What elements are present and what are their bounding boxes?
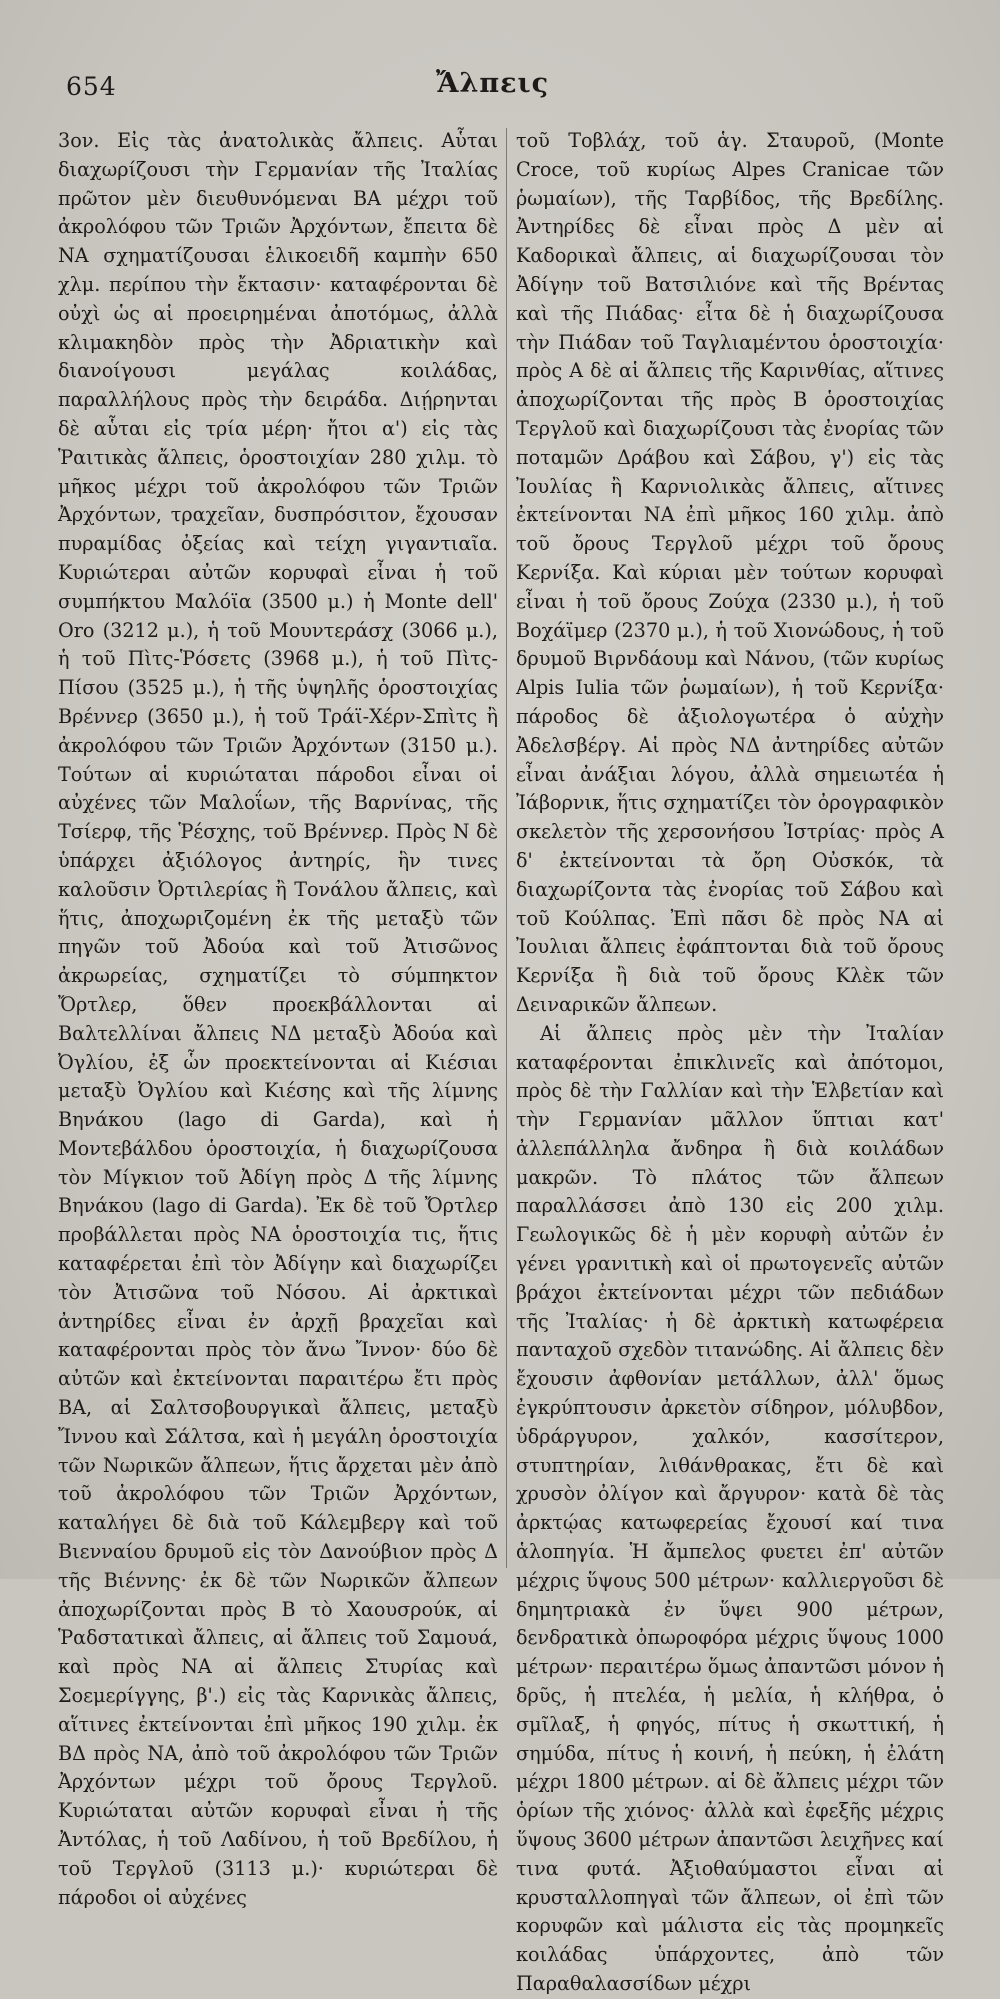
page-header bbox=[66, 68, 940, 112]
right-paragraph: Αἱ ἄλπεις πρὸς μὲν τὴν Ἰταλίαν καταφέρονται ἐπικλινεῖς καὶ ἀπότομοι, πρὸς δὲ τὴν Γαλλίαν καὶ τὴν Ἑλβετίαν καὶ τὴν Γερμανίαν μᾶλλον ὕπτιαι κατ' ἀλλεπάλληλα ἄνδηρα ἢ διὰ κοιλάδων μακρῶν. Τὸ πλάτος τῶν ἄλπεων παραλλάσσει ἀπὸ 130 εἰς 200 χιλμ. Γεωλογικῶς δὲ ἡ μὲν κορυφὴ αὐτῶν ἐν γένει γρανιτικὴ καὶ οἱ πρωτογενεῖς αὐτῶν βράχοι ἐκτείνονται μέχρι τῶν πεδιάδων τῆς Ἰταλίας· ἡ δὲ ἀρκτικὴ κατωφέρεια πανταχοῦ σχεδὸν τιτανώδης. Αἱ ἄλπεις δὲν ἔχουσιν ἀφθονίαν μετάλλων, ἀλλ' ὅμως ἐγκρύπτουσιν ἀρκετὸν σίδηρον, μόλυβδον, ὑδράργυρον, χαλκόν, κασσίτερον, στυπτηρίαν, λιθάνθρακας, ἔτι δὲ καὶ χρυσὸν ὀλίγον καὶ ἄργυρον· κατὰ δὲ τὰς ἀρκτῴας κατωφερείας ἔχουσί καί τινα ἁλοπηγία. Ἡ ἄμπελος φυετει ἐπ' αὐτῶν μέχρις ὕψους 500 μέτρων· καλλιεργοῦσι δὲ δημητριακὰ ἐν ὕψει 900 μέτρων, δενδρατικὰ ὀπωροφόρα μέχρις ὕψους 1000 μέτρων· περαιτέρω ὅμως ἀπαντῶσι μόνον ἡ δρῦς, ἡ πτελέα, ἡ μελία, ἡ κλήθρα, ὁ σμῖλαξ, ἡ φηγός, πίτυς ἡ σκωττική, ἡ σημύδα, πίτυς ἡ κοινή, ἡ πεύκη, ἡ ἐλάτη μέχρι 1800 μέτρων. αἱ δὲ ἄλπεις μέχρι τῶν ὁρίων τῆς χιόνος· ἀλλὰ καὶ ἐφεξῆς μέχρις ὕψους 3600 μέτρων ἀπαντῶσι λειχῆνες καί τινα φυτά. Ἀξιοθαύμαστοι εἶναι αἱ κρυσταλλοπηγαὶ τῶν ἄλπεων, οἱ ἐπὶ τῶν κορυφῶν καὶ μάλιστα εἰς τὰς προμηκεῖς κοιλάδας ὑπάρχοντες, ἀπὸ τῶν Παραθαλασσίδων μέχρι bbox=[516, 1021, 944, 1995]
right-paragraph: τοῦ Τοβλάχ, τοῦ ἁγ. Σταυροῦ, (Monte Croce, τοῦ κυρίως Alpes Cranicae τῶν ῥωμαίων), τῆς Ταρβίδος, τῆς Βρεδίλης. Ἀντηρίδες δὲ εἶναι πρὸς Δ μὲν αἱ Καδορικαὶ ἄλπεις, αἱ διαχωρίζουσαι τὸν Ἀδίγην τοῦ Βατσιλιόνε καὶ τῆς Βρέντας καὶ τῆς Πιάδας· εἶτα δὲ ἡ διαχωρίζουσα τὴν Πιάδαν τοῦ Ταγλιαμέντου ὁροστοιχία· πρὸς Α δὲ αἱ ἄλπεις τῆς Καρινθίας, αἵτινες ἀποχωρίζονται τῆς πρὸς Β ὁροστοιχίας Τεργλοῦ καὶ διαχωρίζουσι τὰς ἐνορίας τῶν ποταμῶν Δράβου καὶ Σάβου, γ') εἰς τὰς Ἰουλίας ἢ Καρνιολικὰς ἄλπεις, αἵτινες ἐκτείνονται ΝΑ ἐπὶ μῆκος 160 χιλμ. ἀπὸ τοῦ ὄρους Τεργλοῦ μέχρι τοῦ ὄρους Κερνίξα. Καὶ κύριαι μὲν τούτων κορυφαὶ εἶναι ἡ τοῦ ὄρους Ζούχα (2330 μ.), ἡ τοῦ Βοχάϊμερ (2370 μ.), ἡ τοῦ Χιονώδους, ἡ τοῦ δρυμοῦ Βιρνδάουμ καὶ Νάνου, (τῶν κυρίως Alpis Iulia τῶν ῥωμαίων), ἡ τοῦ Κερνίξα· πάροδος δὲ ἀξιολογωτέρα ὁ αὐχὴν Ἀδελσβέργ. Αἱ πρὸς ΝΔ ἀντηρίδες αὐτῶν εἶναι ἀνάξιαι λόγου, ἀλλὰ σημειωτέα ἡ Ἰάβορνικ, ἥτις σχηματίζει τὸν ὀρογραφικὸν σκελετὸν τῆς χερσονήσου Ἰστρίας· πρὸς Α δ' ἐκτείνονται τὰ ὄρη Οὐσκόκ, τὰ διαχωρίζοντα τὰς ἐνορίας τοῦ Σάβου καὶ τοῦ Κούλπας. Ἐπὶ πᾶσι δὲ πρὸς ΝΑ αἱ Ἰουλιαι ἄλπεις ἐφάπτονται διὰ τοῦ ὄρους Κερνίξα ἢ διὰ τοῦ ὄρους Κλὲκ τῶν Δειναρικῶν ἄλπεων. bbox=[516, 129, 944, 1016]
page-number: 654 bbox=[66, 72, 117, 101]
left-paragraph: 3ον. Εἰς τὰς ἀνατολικὰς ἄλπεις. Αὗται διαχωρίζουσι τὴν Γερμανίαν τῆς Ἰταλίας πρῶτον μὲν διευθυνόμεναι ΒΑ μέχρι τοῦ ἀκρολόφου τῶν Τριῶν Ἀρχόντων, ἔπειτα δὲ ΝΑ σχηματίζουσαι ἑλικοειδῆ καμπὴν 650 χλμ. περίπου τὴν ἔκτασιν· καταφέρονται δὲ οὐχὶ ὡς αἱ προειρημέναι ἀποτόμως, ἀλλὰ κλιμακηδὸν πρὸς τὴν Ἀδριατικὴν καὶ διανοίγουσι μεγάλας κοιλάδας, παραλλήλους πρὸς τὴν δειράδα. Διῄρηνται δὲ αὗται εἰς τρία μέρη· ἤτοι α') εἰς τὰς Ῥαιτικὰς ἄλπεις, ὁροστοιχίαν 280 χιλμ. τὸ μῆκος μέχρι τοῦ ἀκρολόφου τῶν Τριῶν Ἀρχόντων, τραχεῖαν, δυσπρόσιτον, ἔχουσαν πυραμίδας ὀξείας καὶ τείχη γιγαντιαῖα. Κυριώτεραι αὐτῶν κορυφαὶ εἶναι ἡ τοῦ συμπήκτου Μαλόϊα (3500 μ.) ἡ Monte dell' Oro (3212 μ.), ἡ τοῦ Μουντεράσχ (3066 μ.), ἡ τοῦ Πὶτς-Ῥόσετς (3968 μ.), ἡ τοῦ Πὶτς-Πίσου (3525 μ.), ἡ τῆς ὑψηλῆς ὁροστοιχίας Βρέννερ (3650 μ.), ἡ τοῦ Τράϊ-Χέρν-Σπὶτς ἢ ἀκρολόφου τῶν Τριῶν Ἀρχόντων (3150 μ.). Τούτων αἱ κυριώταται πάροδοι εἶναι οἱ αὐχένες τῶν Μαλοΐων, τῆς Βαρνίνας, τῆς Τσίερφ, τῆς Ῥέσχης, τοῦ Βρέννερ. Πρὸς Ν δὲ ὑπάρχει ἀξιόλογος ἀντηρίς, ἣν τινες καλοῦσιν Ὀρτιλερίας ἢ Τονάλου ἄλπεις, καὶ ἥτις, ἀποχωριζομένη ἐκ τῆς μεταξὺ τῶν πηγῶν τοῦ Ἀδούα καὶ τοῦ Ἀτισῶνος ἀκρωρείας, σχηματίζει τὸ σύμπηκτον Ὄρτλερ, ὅθεν προεκβάλλονται αἱ Βαλτελλίναι ἄλπεις ΝΔ μεταξὺ Ἀδούα καὶ Ὀγλίου, ἐξ ὧν προεκτείνονται αἱ Κιέσιαι μεταξὺ Ὀγλίου καὶ Κιέσης καὶ τῆς λίμνης Βηνάκου (lago di Garda), καὶ ἡ Μοντεβάλδου ὁροστοιχία, ἡ διαχωρίζουσα τὸν Μίγκιον τοῦ Ἀδίγη πρὸς Δ τῆς λίμνης Βηνάκου (lago di Garda). Ἐκ δὲ τοῦ Ὄρτλερ προβάλλεται πρὸς ΝΑ ὁροστοιχία τις, ἥτις καταφέρεται ἐπὶ τὸν Ἀδίγην καὶ διαχωρίζει τὸν Ἀτισῶνα τοῦ Νόσου. Αἱ ἀρκτικαὶ ἀντηρίδες εἶναι ἐν ἀρχῇ βραχεῖαι καὶ καταφέρονται πρὸς τὸν ἄνω Ἴννον· δύο δὲ αὐτῶν καὶ ἐκτείνονται παραιτέρω ἔτι πρὸς ΒΑ, αἱ Σαλτσοβουργικαὶ ἄλπεις, μεταξὺ Ἴννου καὶ Σάλτσα, καὶ ἡ μεγάλη ὁροστοιχία τῶν Νωρικῶν ἄλπεων, ἥτις ἄρχεται μὲν ἀπὸ τοῦ ἀκρολόφου τῶν Τριῶν Ἀρχόντων, καταλήγει δὲ διὰ τοῦ Κάλεμβεργ καὶ τοῦ Βιενναίου δρυμοῦ εἰς τὸν Δανούβιον πρὸς Δ τῆς Βιέννης· ἐκ δὲ τῶν Νωρικῶν ἄλπεων ἀποχωρίζονται πρὸς Β τὸ Χαουσρούκ, αἱ Ῥαδστατικαὶ ἄλπεις, αἱ ἄλπεις τοῦ Σαμουά, καὶ πρὸς ΝΑ αἱ ἄλπεις Στυρίας καὶ Σοεμερίγγης, β'.) εἰς τὰς Καρνικὰς ἄλπεις, αἵτινες ἐκτείνονται ἐπὶ μῆκος 190 χιλμ. ἐκ ΒΔ πρὸς ΝΑ, ἀπὸ τοῦ ἀκρολόφου τῶν Τριῶν Ἀρχόντων μέχρι τοῦ ὄρους Τεργλοῦ. Κυριώταται αὐτῶν κορυφαὶ εἶναι ἡ τῆς Ἀντόλας, ἡ τοῦ Λαδίνου, ἡ τοῦ Βρεδίλου, ἡ τοῦ Τεργλοῦ (3113 μ.)· κυριώτεραι δὲ πάροδοι οἱ αὐχένες bbox=[58, 129, 498, 1909]
running-title: Ἄλπεις bbox=[436, 68, 550, 99]
column-divider bbox=[506, 128, 507, 1568]
right-column bbox=[516, 127, 944, 1999]
left-column bbox=[58, 127, 498, 1912]
